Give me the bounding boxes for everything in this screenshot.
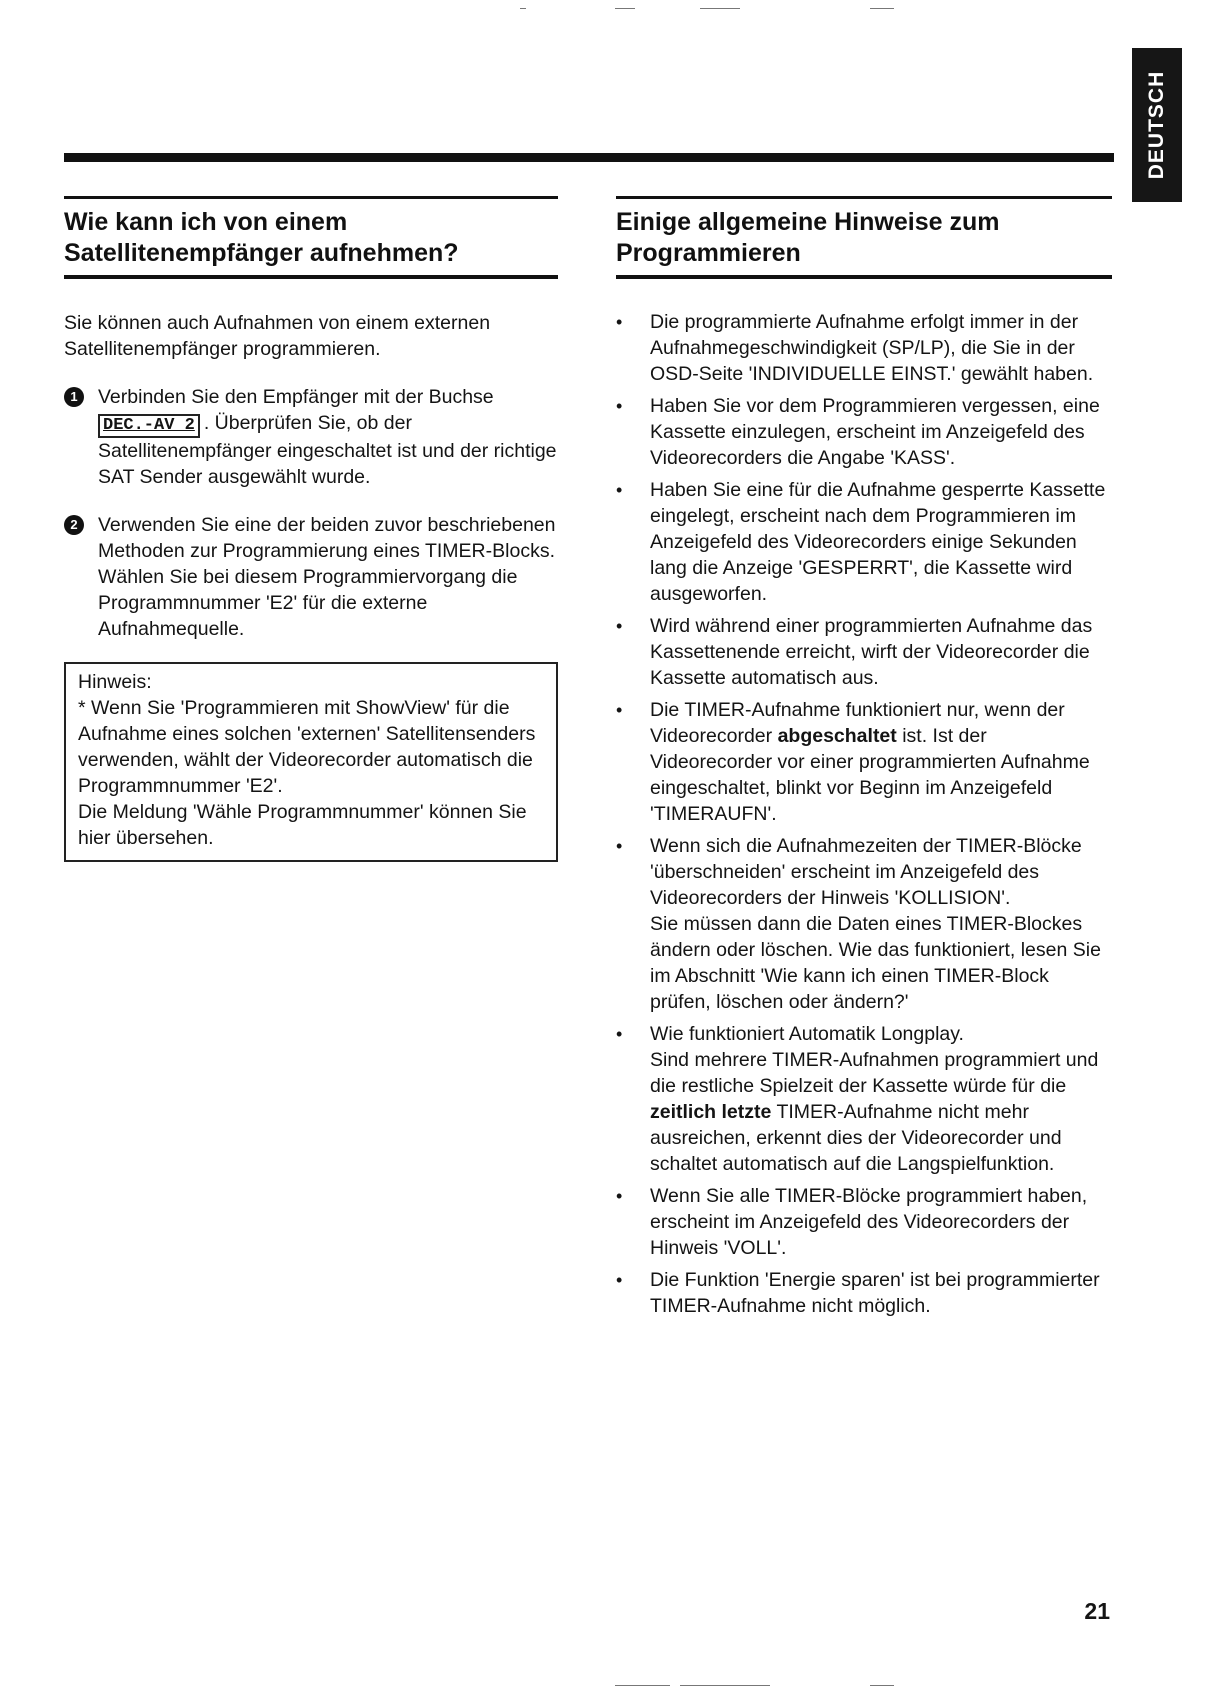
hints-list <box>616 309 1112 1319</box>
list-item <box>616 393 1112 471</box>
heading-rule-bottom <box>616 275 1112 279</box>
right-title-line1: Einige allgemeine Hinweise zum <box>616 208 1000 236</box>
bullet-text: Wie funktioniert Automatik Longplay. <box>650 1023 964 1045</box>
left-intro-text: Sie können auch Aufnahmen von einem externen Satellitenempfänger programmieren. <box>64 312 491 360</box>
top-divider <box>64 153 1114 162</box>
scan-speck <box>680 1685 770 1686</box>
heading-rule-bottom <box>64 275 558 279</box>
scan-speck <box>615 1685 670 1686</box>
left-title-line2: Satellitenempfänger aufnehmen? <box>64 239 459 267</box>
bullet-text: Sind mehrere TIMER-Aufnahmen programmiert und die restliche Spielzeit der Kassette würde für die <box>650 1049 1099 1097</box>
left-section-title <box>64 199 558 275</box>
bullet-text: Die Funktion 'Energie sparen' ist bei programmierter TIMER-Aufnahme nicht möglich. <box>650 1269 1100 1317</box>
note-line1: * Wenn Sie 'Programmieren mit ShowView' für die Aufnahme eines solchen 'externen' Satellitensenders verwenden, wählt der Videorecorder automatisch die Programmnummer 'E2'. <box>78 697 536 797</box>
language-tab-label: DEUTSCH <box>1145 70 1168 180</box>
list-item <box>616 1267 1112 1319</box>
bullet-bold-text: zeitlich letzte <box>650 1101 772 1123</box>
bullet-text: Haben Sie vor dem Programmieren vergessen, eine Kassette einzulegen, erscheint im Anzeigefeld des Videorecorders die Angabe 'KASS'. <box>650 395 1100 469</box>
scan-speck <box>615 8 635 9</box>
language-tab <box>1132 48 1182 202</box>
left-column <box>64 196 558 862</box>
list-item <box>616 833 1112 1015</box>
bullet-text: TIMER-Aufnahme nicht mehr ausreichen, erkennt dies der Videorecorder und schaltet automatisch auf die Langspielfunktion. <box>650 1101 1062 1175</box>
jack-label: DEC.-AV 2 <box>98 414 200 438</box>
note-heading: Hinweis: <box>78 671 152 693</box>
note-box <box>64 662 558 862</box>
list-item <box>616 697 1112 827</box>
right-section-title <box>616 199 1112 275</box>
scan-speck <box>520 8 526 9</box>
list-item <box>616 613 1112 691</box>
bullet-text: Wenn Sie alle TIMER-Blöcke programmiert haben, erscheint im Anzeigefeld des Videorecorders der Hinweis 'VOLL'. <box>650 1185 1088 1259</box>
step-1-text-before: Verbinden Sie den Empfänger mit der Buchse <box>98 386 494 408</box>
list-item <box>616 309 1112 387</box>
bullet-text: Wird während einer programmierten Aufnahme das Kassettenende erreicht, wirft der Videorecorder die Kassette automatisch aus. <box>650 615 1093 689</box>
step-2 <box>64 512 558 642</box>
bullet-text-continued: Sie müssen dann die Daten eines TIMER-Blockes ändern oder löschen. Wie das funktioniert, lesen Sie im Abschnitt 'Wie kann ich einen TIMER-Block prüfen, löschen oder ändern?' <box>650 913 1101 1013</box>
step-2-text: Verwenden Sie eine der beiden zuvor beschriebenen Methoden zur Programmierung eines TIMER-Blocks. Wählen Sie bei diesem Programmiervorgang die Programmnummer 'E2' für die externe Aufnahmequelle. <box>98 514 556 640</box>
step-1 <box>64 384 558 490</box>
bullet-text: Die TIMER-Aufnahme funktioniert nur, wenn der Videorecorder <box>650 699 1065 747</box>
step-number-2-icon: 2 <box>64 515 84 535</box>
list-item <box>616 477 1112 607</box>
list-item <box>616 1021 1112 1177</box>
step-1-text-after: . Überprüfen Sie, ob der Satellitenempfänger eingeschaltet ist und der richtige SAT Sender ausgewählt wurde. <box>98 412 557 488</box>
scan-speck <box>700 8 740 9</box>
bullet-text: Haben Sie eine für die Aufnahme gesperrte Kassette eingelegt, erscheint nach dem Programmieren im Anzeigefeld des Videorecorders einige Sekunden lang die Anzeige 'GESPERRT', die Kassette wird ausgeworfen. <box>650 479 1106 605</box>
bullet-text: Die programmierte Aufnahme erfolgt immer in der Aufnahmegeschwindigkeit (SP/LP), die Sie in der OSD-Seite 'INDIVIDUELLE EINST.' gewählt haben. <box>650 311 1094 385</box>
bullet-text: ist. Ist der Videorecorder vor einer programmierten Aufnahme eingeschaltet, blinkt vor Beginn im Anzeigefeld 'TIMERAUFN'. <box>650 725 1090 825</box>
right-title-line2: Programmieren <box>616 239 801 267</box>
note-line2: Die Meldung 'Wähle Programmnummer' können Sie hier übersehen. <box>78 801 527 849</box>
step-number-1-icon: 1 <box>64 387 84 407</box>
list-item <box>616 1183 1112 1261</box>
scan-speck <box>870 8 894 9</box>
bullet-text: Wenn sich die Aufnahmezeiten der TIMER-Blöcke 'überschneiden' erscheint im Anzeigefeld des Videorecorders der Hinweis 'KOLLISION'. <box>650 835 1082 909</box>
left-title-line1: Wie kann ich von einem <box>64 208 348 236</box>
bullet-bold-text: abgeschaltet <box>777 725 897 747</box>
scan-speck <box>870 1685 894 1686</box>
page-number: 21 <box>1084 1598 1110 1624</box>
right-column <box>616 196 1112 1325</box>
